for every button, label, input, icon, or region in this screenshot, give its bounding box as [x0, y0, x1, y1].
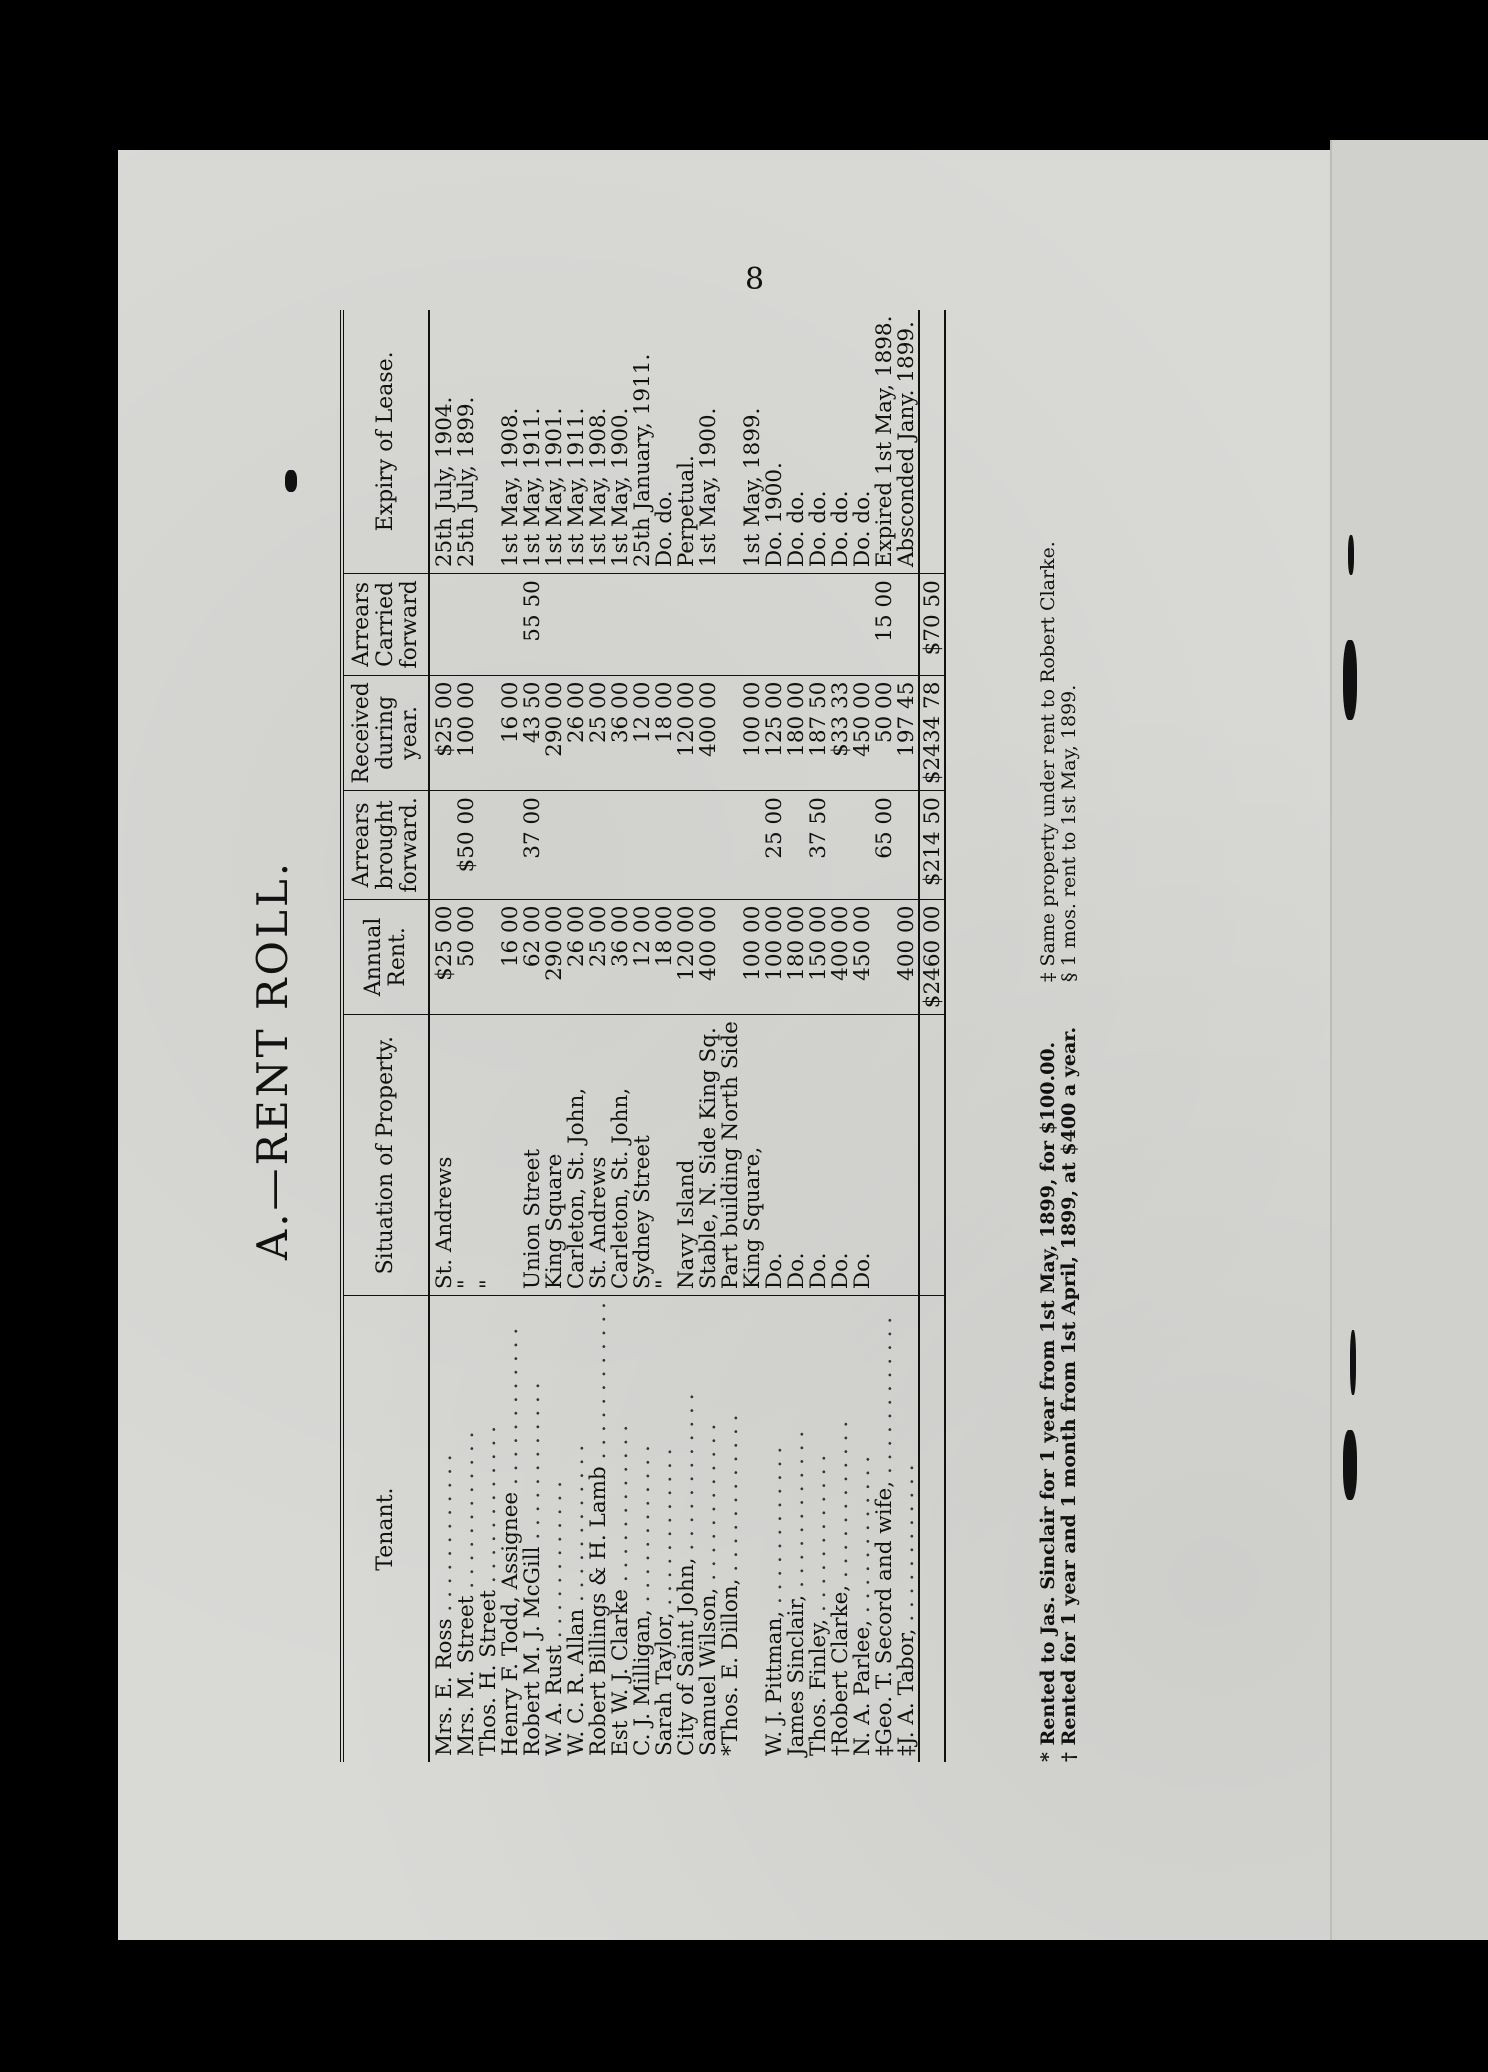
cell-arrears-brought: $50 00: [456, 791, 478, 899]
table-row: [830, 310, 852, 1762]
footnote-star: * Rented to Jas. Sinclair for 1 year from 1st May, 1899, for $100.00.: [1037, 1041, 1059, 1762]
page-gutter: [1330, 140, 1488, 1940]
cell-arrears-brought: [500, 791, 522, 899]
cell-expiry: Do. 1900.: [764, 310, 786, 574]
cell-expiry: 1st May, 1908.: [500, 310, 522, 574]
cell-rent: 400 00: [896, 899, 919, 1015]
table-row: [786, 310, 808, 1762]
total-arrears-brought: $214 50: [919, 791, 945, 899]
page-title: A.—RENT ROLL.: [248, 859, 297, 1261]
header-received: Received during year.: [342, 675, 429, 791]
cell-expiry: [720, 310, 742, 574]
ink-blot: [1348, 535, 1354, 575]
cell-situation: King Square: [544, 1015, 566, 1296]
cell-situation: [874, 1015, 896, 1296]
table-row: [852, 310, 874, 1762]
cell-arrears-carried: [852, 574, 874, 675]
cell-expiry: Absconded Jany. 1899.: [896, 310, 919, 574]
table-row: [808, 310, 830, 1762]
cell-expiry: [478, 310, 500, 574]
table-row: [610, 310, 632, 1762]
cell-received: 18 00: [654, 675, 676, 791]
cell-arrears-carried: [544, 574, 566, 675]
cell-received: 100 00: [456, 675, 478, 791]
table-header-row: [342, 310, 429, 1762]
footnote-section: § 1 mos. rent to 1st May, 1899.: [1058, 684, 1080, 982]
cell-arrears-brought: 65 00: [874, 791, 896, 899]
cell-situation: Do.: [764, 1015, 786, 1296]
table-row: [676, 310, 698, 1762]
cell-situation: King Square,: [742, 1015, 764, 1296]
cell-rent: 120 00: [676, 899, 698, 1015]
cell-rent: 290 00: [544, 899, 566, 1015]
cell-tenant: Thos. Finley, . . .: [808, 1296, 830, 1762]
cell-expiry: 25th July, 1899.: [456, 310, 478, 574]
cell-arrears-carried: [632, 574, 654, 675]
cell-tenant: Samuel Wilson, . . .: [698, 1296, 720, 1762]
cell-arrears-brought: [742, 791, 764, 899]
cell-tenant: W. C. R. Allan . . .: [566, 1296, 588, 1762]
cell-expiry: 1st May, 1900.: [610, 310, 632, 574]
cell-situation: Do.: [830, 1015, 852, 1296]
cell-situation: Do.: [852, 1015, 874, 1296]
cell-rent: [478, 899, 500, 1015]
cell-arrears-brought: [478, 791, 500, 899]
cell-tenant: [742, 1296, 764, 1762]
cell-situation: Do.: [808, 1015, 830, 1296]
cell-rent: 50 00: [456, 899, 478, 1015]
cell-received: 187 50: [808, 675, 830, 791]
cell-situation: Stable, N. Side King Sq.: [698, 1015, 720, 1296]
cell-expiry: 1st May, 1899.: [742, 310, 764, 574]
cell-received: [720, 675, 742, 791]
cell-received: 26 00: [566, 675, 588, 791]
cell-arrears-carried: 15 00: [874, 574, 896, 675]
cell-expiry: 1st May, 1911.: [566, 310, 588, 574]
cell-situation: Navy Island: [676, 1015, 698, 1296]
cell-arrears-brought: [676, 791, 698, 899]
cell-expiry: 1st May, 1911.: [522, 310, 544, 574]
table-row: [896, 310, 919, 1762]
table-row: [544, 310, 566, 1762]
cell-expiry: 25th January, 1911.: [632, 310, 654, 574]
cell-arrears-brought: [786, 791, 808, 899]
cell-arrears-brought: [896, 791, 919, 899]
cell-arrears-carried: [456, 574, 478, 675]
cell-arrears-brought: 37 00: [522, 791, 544, 899]
cell-expiry: 1st May, 1900.: [698, 310, 720, 574]
cell-received: $33 33: [830, 675, 852, 791]
cell-rent: 12 00: [632, 899, 654, 1015]
cell-arrears-carried: 55 50: [522, 574, 544, 675]
cell-expiry: Do. do.: [830, 310, 852, 574]
cell-tenant: Mrs. M. Street . . .: [456, 1296, 478, 1762]
cell-received: 25 00: [588, 675, 610, 791]
cell-tenant: W. A. Rust . . .: [544, 1296, 566, 1762]
cell-received: 50 00: [874, 675, 896, 791]
total-received: $2434 78: [919, 675, 945, 791]
cell-expiry: Perpetual.: [676, 310, 698, 574]
cell-situation: ": [478, 1015, 500, 1296]
cell-situation: [896, 1015, 919, 1296]
cell-received: 180 00: [786, 675, 808, 791]
cell-rent: [874, 899, 896, 1015]
cell-arrears-brought: [632, 791, 654, 899]
cell-arrears-brought: [830, 791, 852, 899]
cell-situation: [500, 1015, 522, 1296]
cell-expiry: 25th July, 1904.: [429, 310, 456, 574]
cell-tenant: †Robert Clarke, . . .: [830, 1296, 852, 1762]
cell-arrears-brought: 37 50: [808, 791, 830, 899]
cell-arrears-carried: [478, 574, 500, 675]
ink-blot: [1343, 1430, 1357, 1500]
cell-arrears-carried: [500, 574, 522, 675]
cell-situation: Union Street: [522, 1015, 544, 1296]
cell-situation: Carleton, St. John,: [566, 1015, 588, 1296]
cell-received: [478, 675, 500, 791]
cell-tenant: Robert Billings & H. Lamb . . .: [588, 1296, 610, 1762]
cell-received: 12 00: [632, 675, 654, 791]
cell-arrears-brought: [544, 791, 566, 899]
cell-situation: Do.: [786, 1015, 808, 1296]
cell-arrears-carried: [610, 574, 632, 675]
cell-tenant: Thos. H. Street . . .: [478, 1296, 500, 1762]
cell-rent: 18 00: [654, 899, 676, 1015]
cell-rent: 62 00: [522, 899, 544, 1015]
table-row: [874, 310, 896, 1762]
ink-blot: [1343, 640, 1357, 720]
table-row: [429, 310, 456, 1762]
cell-rent: $25 00: [429, 899, 456, 1015]
cell-tenant: *Thos. E. Dillon, . . .: [720, 1296, 742, 1762]
cell-arrears-carried: [429, 574, 456, 675]
cell-arrears-brought: [588, 791, 610, 899]
footnote-double-dagger: ‡ Same property under rent to Robert Clarke.: [1037, 541, 1059, 982]
cell-situation: St. Andrews: [429, 1015, 456, 1296]
header-arrears-brought: Arrears brought forward.: [342, 791, 429, 899]
table-row: [720, 310, 742, 1762]
cell-rent: 16 00: [500, 899, 522, 1015]
table-row: [632, 310, 654, 1762]
cell-arrears-brought: [429, 791, 456, 899]
cell-arrears-carried: [786, 574, 808, 675]
cell-received: 36 00: [610, 675, 632, 791]
rotated-rent-roll: [230, 315, 1180, 1800]
total-empty: [919, 1015, 945, 1296]
cell-received: 400 00: [698, 675, 720, 791]
cell-tenant: N. A. Parlee, . . .: [852, 1296, 874, 1762]
cell-situation: Part building North Side: [720, 1015, 742, 1296]
cell-received: 43 50: [522, 675, 544, 791]
cell-expiry: Do. do.: [786, 310, 808, 574]
totals-row: [919, 310, 945, 1762]
cell-rent: 100 00: [742, 899, 764, 1015]
cell-tenant: Sarah Taylor, . . .: [654, 1296, 676, 1762]
header-situation: Situation of Property.: [342, 1015, 429, 1296]
page-number: 8: [745, 262, 765, 297]
cell-arrears-brought: [720, 791, 742, 899]
total-empty: [919, 310, 945, 574]
cell-tenant: Henry F. Todd, Assignee . . .: [500, 1296, 522, 1762]
cell-situation: St. Andrews: [588, 1015, 610, 1296]
cell-rent: 36 00: [610, 899, 632, 1015]
cell-tenant: Robert M. J. McGill . . .: [522, 1296, 544, 1762]
rent-roll-table: [340, 310, 946, 1762]
cell-rent: 180 00: [786, 899, 808, 1015]
table-row: [742, 310, 764, 1762]
cell-arrears-brought: [566, 791, 588, 899]
cell-received: 290 00: [544, 675, 566, 791]
cell-arrears-carried: [764, 574, 786, 675]
cell-rent: 450 00: [852, 899, 874, 1015]
table-row: [588, 310, 610, 1762]
header-annual-rent: Annual Rent.: [342, 899, 429, 1015]
cell-arrears-brought: [610, 791, 632, 899]
cell-arrears-carried: [566, 574, 588, 675]
cell-rent: 400 00: [698, 899, 720, 1015]
cell-arrears-brought: [852, 791, 874, 899]
cell-expiry: Expired 1st May, 1898.: [874, 310, 896, 574]
cell-arrears-brought: [654, 791, 676, 899]
cell-tenant: C. J. Milligan, . . .: [632, 1296, 654, 1762]
header-tenant: Tenant.: [342, 1296, 429, 1762]
cell-rent: 26 00: [566, 899, 588, 1015]
cell-situation: Sydney Street: [632, 1015, 654, 1296]
cell-situation: Carleton, St. John,: [610, 1015, 632, 1296]
cell-arrears-carried: [654, 574, 676, 675]
cell-arrears-carried: [588, 574, 610, 675]
cell-arrears-brought: 25 00: [764, 791, 786, 899]
cell-rent: 150 00: [808, 899, 830, 1015]
cell-received: 100 00: [742, 675, 764, 791]
total-rent: $2460 00: [919, 899, 945, 1015]
cell-received: 16 00: [500, 675, 522, 791]
cell-situation: ": [456, 1015, 478, 1296]
cell-arrears-carried: [742, 574, 764, 675]
cell-arrears-carried: [808, 574, 830, 675]
cell-received: 450 00: [852, 675, 874, 791]
cell-expiry: Do. do.: [808, 310, 830, 574]
table-row: [522, 310, 544, 1762]
cell-received: 197 45: [896, 675, 919, 791]
total-arrears-carried: $70 50: [919, 574, 945, 675]
footnote-dagger: † Rented for 1 year and 1 month from 1st April, 1899, at $400 a year.: [1058, 1026, 1080, 1762]
cell-tenant: City of Saint John, . . .: [676, 1296, 698, 1762]
cell-tenant: Mrs. E. Ross . . .: [429, 1296, 456, 1762]
table-row: [764, 310, 786, 1762]
table-row: [654, 310, 676, 1762]
ink-blot: [1350, 1330, 1356, 1395]
cell-rent: [720, 899, 742, 1015]
table-row: [500, 310, 522, 1762]
cell-rent: 25 00: [588, 899, 610, 1015]
cell-rent: 400 00: [830, 899, 852, 1015]
header-arrears-carried: Arrears Carried forward: [342, 574, 429, 675]
cell-arrears-carried: [830, 574, 852, 675]
total-empty: [919, 1296, 945, 1762]
table-row: [698, 310, 720, 1762]
cell-expiry: 1st May, 1901.: [544, 310, 566, 574]
cell-received: 120 00: [676, 675, 698, 791]
cell-expiry: 1st May, 1908.: [588, 310, 610, 574]
cell-tenant: ‡Geo. T. Secord and wife, . . .: [874, 1296, 896, 1762]
table-row: [478, 310, 500, 1762]
header-expiry: Expiry of Lease.: [342, 310, 429, 574]
cell-situation: ": [654, 1015, 676, 1296]
table-row: [566, 310, 588, 1762]
cell-tenant: Est W. J. Clarke . . .: [610, 1296, 632, 1762]
cell-arrears-brought: [698, 791, 720, 899]
cell-tenant: W. J. Pittman, . . .: [764, 1296, 786, 1762]
cell-expiry: Do. do.: [852, 310, 874, 574]
cell-arrears-carried: [698, 574, 720, 675]
cell-received: 125 00: [764, 675, 786, 791]
cell-arrears-carried: [896, 574, 919, 675]
cell-expiry: Do. do.: [654, 310, 676, 574]
cell-received: $25 00: [429, 675, 456, 791]
cell-tenant: James Sinclair, . . .: [786, 1296, 808, 1762]
cell-arrears-carried: [720, 574, 742, 675]
cell-tenant: ‡J. A. Tabor, . . .: [896, 1296, 919, 1762]
cell-rent: 100 00: [764, 899, 786, 1015]
table-row: [456, 310, 478, 1762]
cell-arrears-carried: [676, 574, 698, 675]
